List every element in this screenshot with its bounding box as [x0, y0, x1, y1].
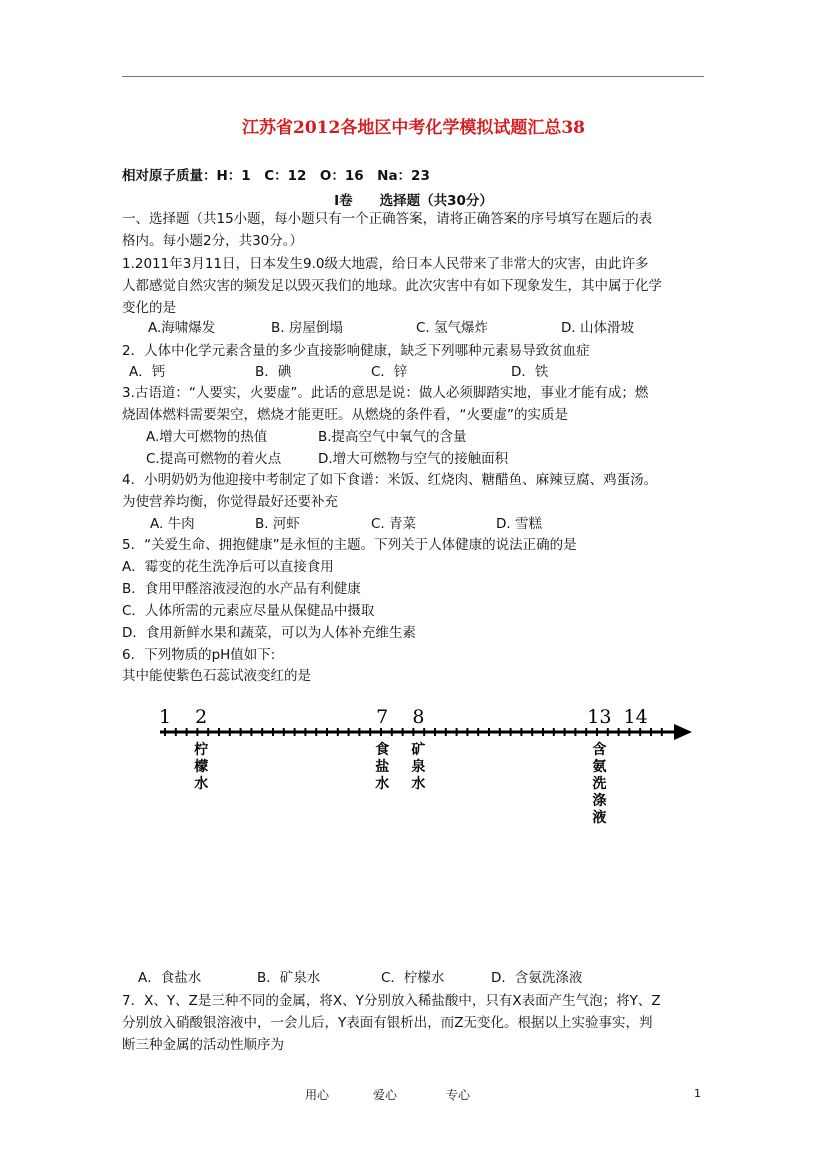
q7-line-3: 断三种金属的活动性顺序为	[122, 1037, 284, 1053]
q1-option-b: B. 房屋倒塌	[271, 320, 343, 336]
q3-option-a: A.增大可燃物的热值	[146, 429, 268, 445]
page-title: 江苏省2012各地区中考化学模拟试题汇总38	[242, 118, 585, 138]
instructions-line-1: 一、选择题（共15小题，每小题只有一个正确答案，请将正确答案的序号填写在题后的表	[122, 211, 653, 227]
atomic-mass-line: 相对原子质量：H：1 C：12 O：16 Na：23	[122, 168, 430, 184]
page-number: 1	[694, 1087, 701, 1100]
q2-option-a: A．钙	[129, 364, 166, 380]
instructions-line-2: 格内。每小题2分，共30分。）	[122, 233, 304, 249]
ph-tick-label-2: 2	[195, 706, 208, 728]
q4-option-b: B. 河虾	[255, 516, 300, 532]
q5-option-c: C．人体所需的元素应尽量从保健品中摄取	[122, 603, 375, 619]
ph-point-label-8: 矿泉水	[411, 742, 426, 792]
q2-option-d: D．铁	[511, 364, 549, 380]
ph-point-label-13: 含氨洗涤液	[592, 742, 607, 826]
q2-option-c: C．锌	[371, 364, 408, 380]
q6-line-2: 其中能使紫色石蕊试液变红的是	[122, 668, 311, 684]
ph-tick-labels	[159, 706, 648, 728]
q4-line-1: 4．小明奶奶为他迎接中考制定了如下食谱：米饭、红烧肉、糖醋鱼、麻辣豆腐、鸡蛋汤。	[122, 472, 658, 488]
q1-option-a: A.海啸爆发	[148, 320, 216, 336]
ph-axis-arrow	[674, 724, 692, 740]
section-heading: I卷 选择题（共30分）	[334, 193, 493, 209]
ph-point-label-7: 食盐水	[375, 742, 390, 792]
q6-option-d: D．含氨洗涤液	[491, 970, 583, 986]
q5-line-1: 5．“关爱生命、拥抱健康”是永恒的主题。下列关于人体健康的说法正确的是	[122, 537, 577, 553]
q7-line-1: 7．X、Y、Z是三种不同的金属，将X、Y分别放入稀盐酸中，只有X表面产生气泡；将Y、Z	[122, 993, 661, 1009]
footer-motto-1: 用心	[305, 1088, 330, 1102]
q3-option-d: D.增大可燃物与空气的接触面积	[318, 451, 509, 467]
q4-option-c: C. 青菜	[371, 516, 417, 532]
q3-line-2: 烧固体燃料需要架空，燃烧才能更旺。从燃烧的条件看，“火要虚”的实质是	[122, 407, 568, 423]
ph-tick-label-1: 1	[158, 706, 172, 728]
ph-point-labels	[193, 741, 607, 826]
q6-option-c: C．柠檬水	[381, 970, 445, 986]
q5-option-a: A．霉变的花生洗净后可以直接食用	[122, 559, 334, 575]
q1-option-c: C. 氢气爆炸	[416, 320, 489, 336]
q4-option-d: D. 雪糕	[496, 516, 542, 532]
ph-tick-label-8: 8	[412, 706, 425, 728]
q6-line-1: 6．下列物质的pH值如下:	[122, 647, 276, 663]
header-rule	[122, 76, 704, 77]
ph-tick-label-7: 7	[376, 706, 389, 728]
q2-option-b: B．碘	[255, 364, 292, 380]
ph-number-line	[0, 700, 827, 840]
q6-option-a: A．食盐水	[138, 970, 202, 986]
q5-option-d: D．食用新鲜水果和蔬菜，可以为人体补充维生素	[122, 625, 416, 641]
q3-option-c: C.提高可燃物的着火点	[146, 451, 282, 467]
ph-tick-label-14: 14	[623, 706, 648, 728]
q6-option-b: B．矿泉水	[257, 970, 321, 986]
q5-option-b: B．食用甲醛溶液浸泡的水产品有利健康	[122, 581, 361, 597]
ph-point-label-2: 柠檬水	[194, 742, 209, 792]
q2-line-1: 2．人体中化学元素含量的多少直接影响健康，缺乏下列哪种元素易导致贫血症	[122, 343, 590, 359]
q1-option-d: D. 山体滑坡	[561, 320, 634, 336]
q1-line-1: 1.2011年3月11日，日本发生9.0级大地震，给日本人民带来了非常大的灾害，由此许多	[122, 256, 649, 272]
footer-motto-3: 专心	[446, 1088, 471, 1102]
q1-line-3: 变化的是	[122, 300, 176, 316]
q4-line-2: 为使营养均衡，你觉得最好还要补充	[122, 494, 338, 510]
q3-option-b: B.提高空气中氧气的含量	[318, 429, 467, 445]
ph-tick-label-13: 13	[587, 706, 612, 728]
q4-option-a: A. 牛肉	[150, 516, 195, 532]
footer-motto-2: 爱心	[373, 1088, 398, 1102]
q7-line-2: 分别放入硝酸银溶液中，一会儿后，Y表面有银析出，而Z无变化。根据以上实验事实，判	[122, 1015, 653, 1031]
q1-line-2: 人都感觉自然灾害的频发足以毁灭我们的地球。此次灾害中有如下现象发生，其中属于化学	[122, 278, 662, 294]
q3-line-1: 3.古语道：“人要实，火要虚”。此话的意思是说：做人必须脚踏实地，事业才能有成；燃	[122, 385, 649, 401]
